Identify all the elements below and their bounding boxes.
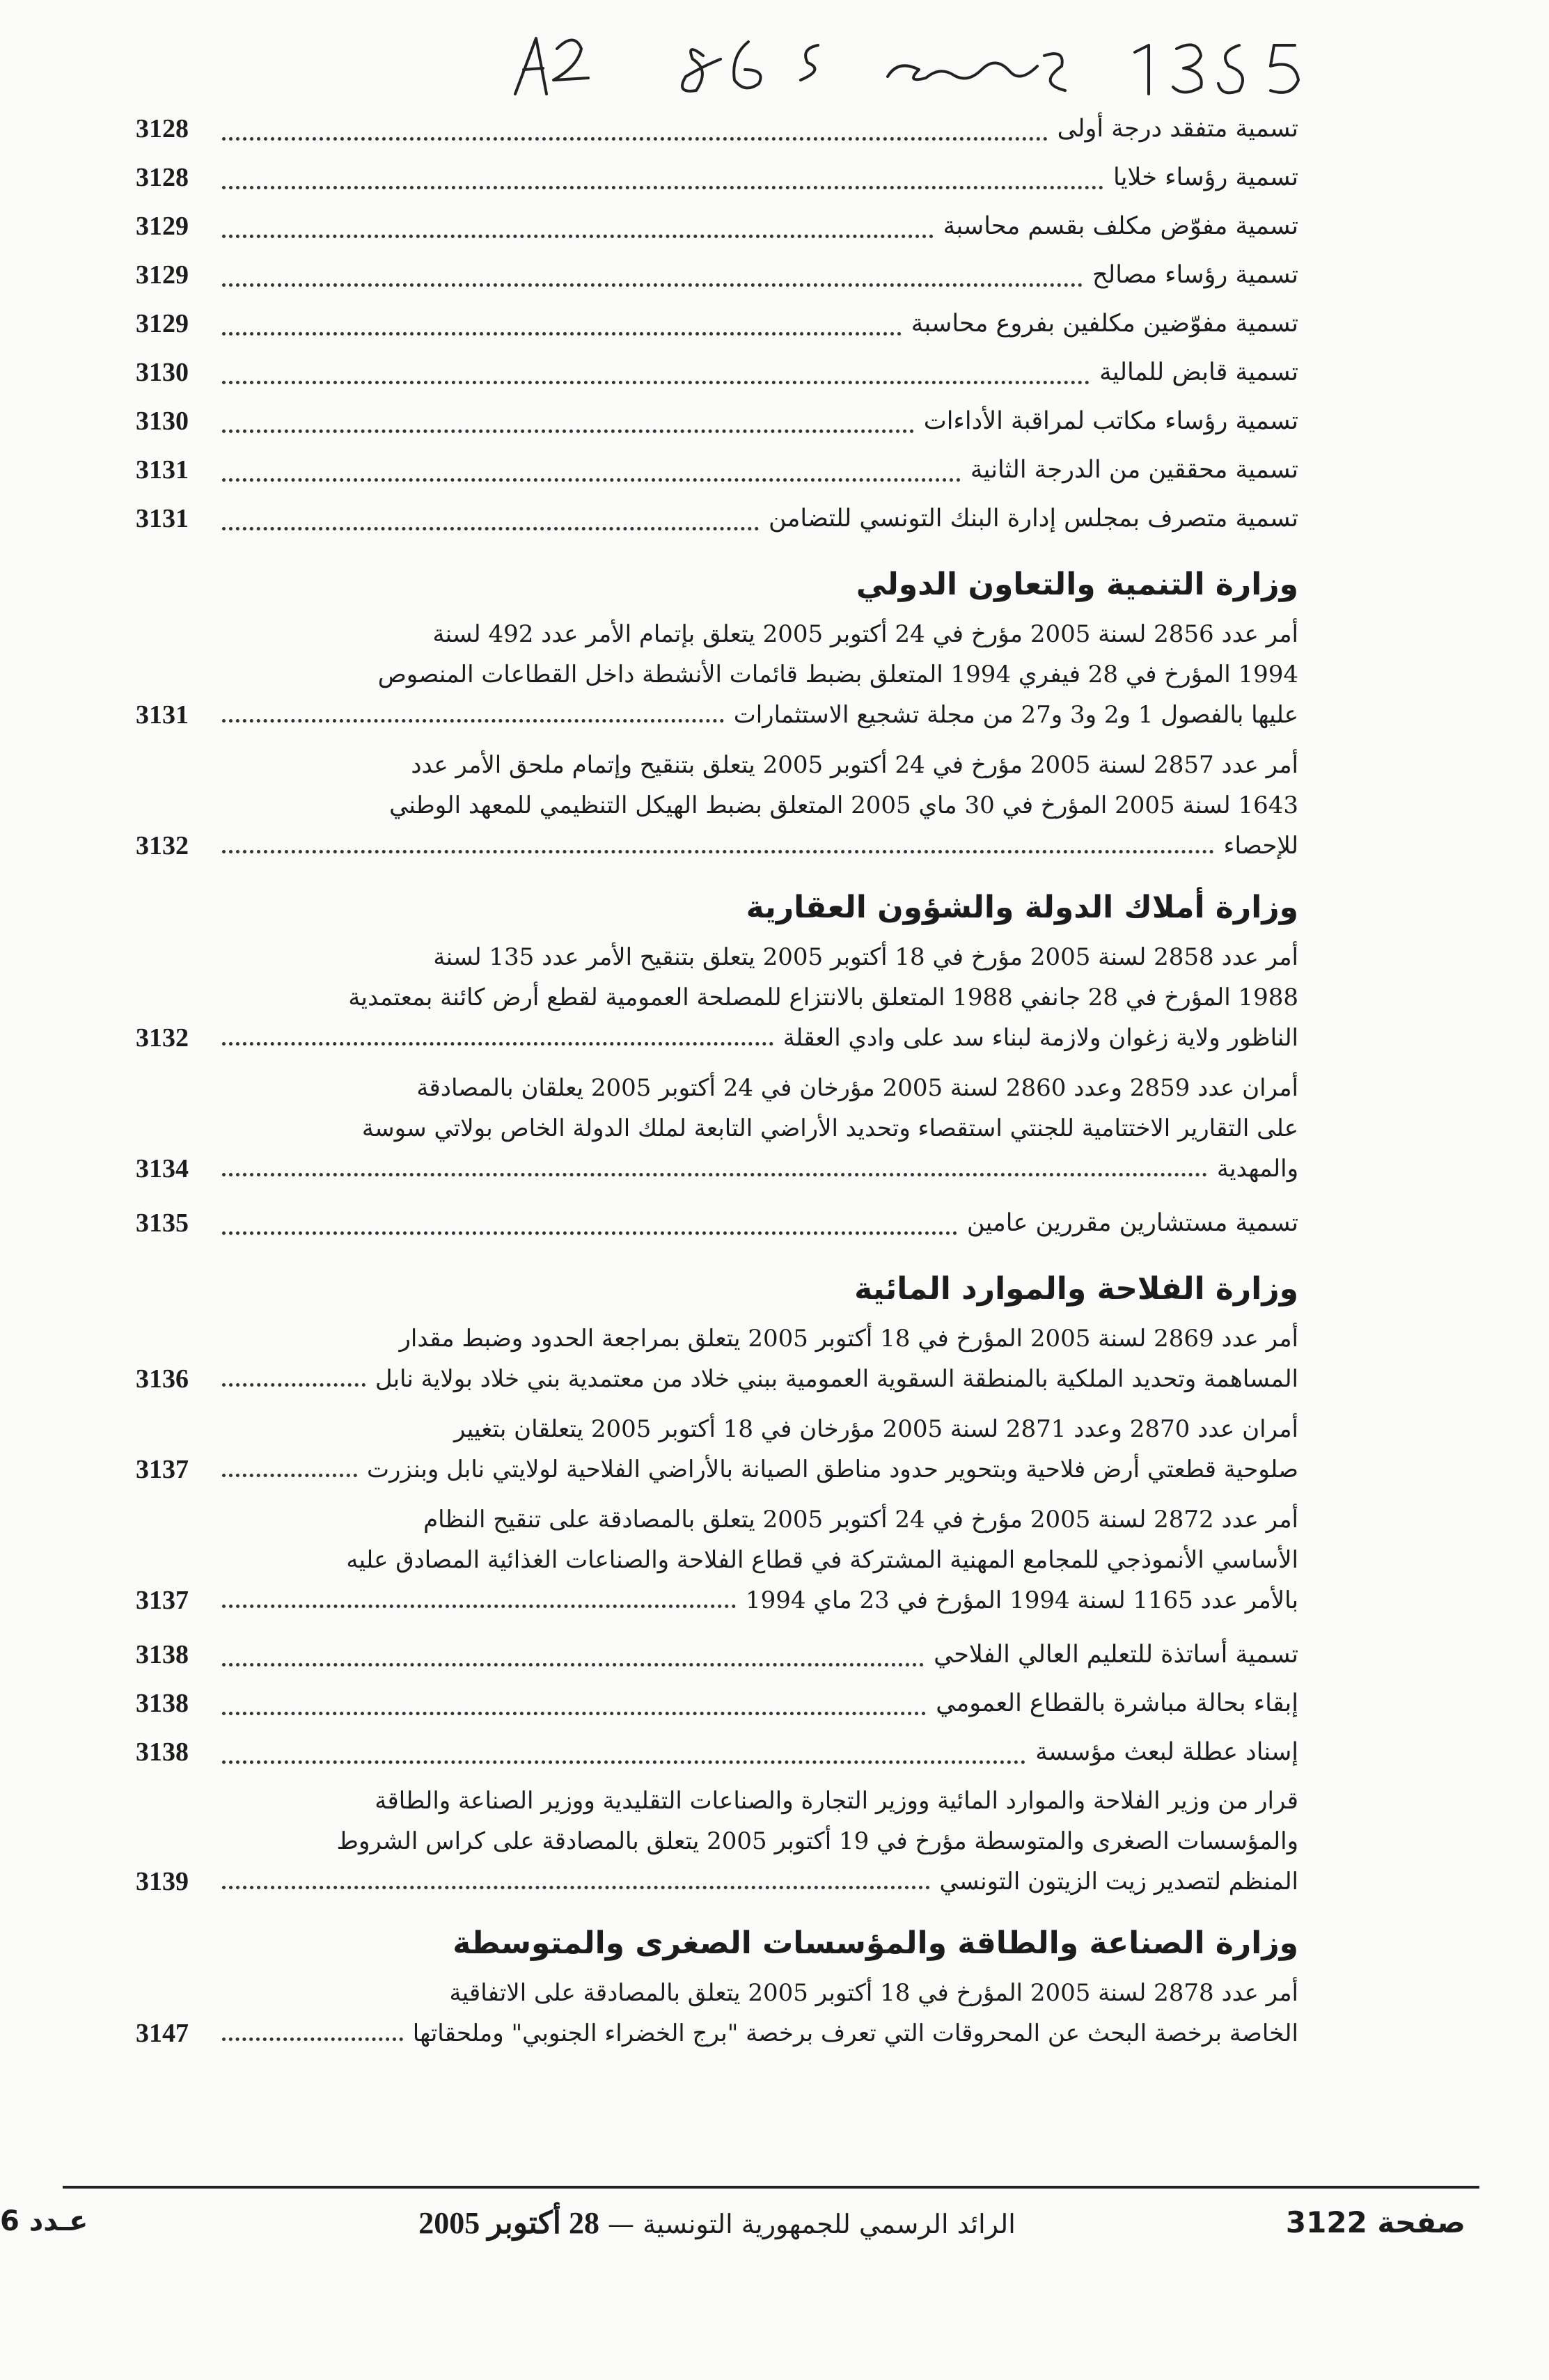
decree-line: أمران عدد 2859 وعدد 2860 لسنة 2005 مؤرخان في 24 أكتوبر 2005 يعلقان بالمصادقة: [416, 1074, 1298, 1102]
decree-last-line: [136, 695, 1298, 735]
toc-decree[interactable]: [136, 1409, 1298, 1490]
toc-decree[interactable]: [136, 1068, 1298, 1189]
page-footer: [0, 2186, 1549, 2241]
toc-entry-title: بالأمر عدد 1165 لسنة 1994 المؤرخ في 23 ماي 1994: [746, 1586, 1298, 1614]
toc-entry-title: تسمية متصرف بمجلس إدارة البنك التونسي للتضامن: [769, 505, 1298, 533]
handwritten-annotation: [0, 0, 1549, 104]
toc-page-number: 3129: [136, 309, 189, 338]
leader-dots: [222, 429, 914, 433]
decree-line: 1994 المؤرخ في 28 فيفري 1994 المتعلق بضبط قائمات الأنشطة داخل القطاعات المنصوص: [377, 661, 1298, 688]
toc-entry[interactable]: [136, 397, 1298, 446]
decree-line: 1988 المؤرخ في 28 جانفي 1988 المتعلق بالانتزاع للمصلحة العمومية لقطع أرض كائنة بمعتمدية: [348, 984, 1298, 1011]
decree-line: أمر عدد 2878 لسنة 2005 المؤرخ في 18 أكتوبر 2005 يتعلق بالمصادقة على الاتفاقية: [449, 1979, 1298, 2007]
footer-rule: [63, 2186, 1479, 2189]
toc-entry-title: تسمية مفوّض مكلف بقسم محاسبة: [943, 212, 1298, 240]
toc-entry-title: للإحصاء: [1223, 832, 1298, 860]
toc-decree[interactable]: [136, 1499, 1298, 1621]
section-heading: وزارة الفلاحة والموارد المائية: [854, 1271, 1298, 1307]
toc-decree[interactable]: [136, 1318, 1298, 1399]
toc-decree[interactable]: [136, 614, 1298, 735]
toc-entry-title: تسمية محققين من الدرجة الثانية: [970, 456, 1298, 484]
toc-entry[interactable]: [136, 153, 1298, 202]
toc-entry-title: المساهمة وتحديد الملكية بالمنطقة السقوية العمومية ببني خلاد من معتمدية بني خلاد بولاية نابل: [375, 1365, 1298, 1393]
leader-dots: [222, 719, 724, 723]
toc-page-number: 3128: [136, 114, 189, 143]
decree-line: أمر عدد 2857 لسنة 2005 مؤرخ في 24 أكتوبر 2005 يتعلق بتنقيح وإتمام ملحق الأمر عدد: [411, 751, 1298, 779]
footer-journal: الرائد الرسمي للجمهورية التونسية —: [608, 2209, 1016, 2239]
toc-decree[interactable]: [136, 1781, 1298, 1902]
decree-last-line: [136, 1018, 1298, 1058]
toc-entry[interactable]: [136, 202, 1298, 251]
leader-dots: [222, 1760, 1025, 1764]
leader-dots: [222, 283, 1083, 287]
leader-dots: [222, 1712, 926, 1715]
decree-last-line: [136, 1359, 1298, 1399]
toc-entry[interactable]: [136, 494, 1298, 543]
toc-decree[interactable]: [136, 745, 1298, 866]
decree-line: أمران عدد 2870 وعدد 2871 لسنة 2005 مؤرخان في 18 أكتوبر 2005 يتعلقان بتغيير: [453, 1415, 1298, 1443]
section-heading: وزارة الصناعة والطاقة والمؤسسات الصغرى والمتوسطة: [453, 1925, 1298, 1961]
toc-entry-title: الناظور ولاية زغوان ولازمة لبناء سد على وادي العقلة: [783, 1024, 1298, 1052]
decree-last-line: [136, 1861, 1298, 1902]
decree-last-line: [136, 2013, 1298, 2054]
toc-entry-title: عليها بالفصول 1 و2 و3 و27 من مجلة تشجيع الاستثمارات: [733, 701, 1298, 729]
leader-dots: [222, 1474, 357, 1477]
footer-page-label: صفحة 3122: [1285, 2205, 1465, 2239]
leader-dots: [222, 478, 961, 482]
toc-entry-title: تسمية رؤساء مكاتب لمراقبة الأداءات: [923, 407, 1298, 435]
decree-line: أمر عدد 2856 لسنة 2005 مؤرخ في 24 أكتوبر 2005 يتعلق بإتمام الأمر عدد 492 لسنة: [432, 620, 1298, 648]
toc-entry[interactable]: [136, 446, 1298, 494]
toc-entry[interactable]: [136, 104, 1298, 153]
toc-entry-title: تسمية مفوّضين مكلفين بفروع محاسبة: [911, 310, 1298, 338]
toc-page-number: 3138: [136, 1689, 189, 1718]
toc-page-number: 3138: [136, 1640, 189, 1669]
toc-entry[interactable]: [136, 1679, 1298, 1728]
toc-entry[interactable]: [136, 1728, 1298, 1776]
decree-line: 1643 لسنة 2005 المؤرخ في 30 ماي 2005 المتعلق بضبط الهيكل التنظيمي للمعهد الوطني: [389, 791, 1298, 819]
toc-page-number: 3128: [136, 163, 189, 192]
toc-page-number: 3131: [136, 700, 189, 730]
leader-dots: [222, 1605, 736, 1608]
toc-page-number: 3138: [136, 1737, 189, 1767]
decree-line: على التقارير الاختتامية للجنتي استقصاء وتحديد الأراضي التابعة لملك الدولة الخاص بولاتي سوسة: [361, 1114, 1298, 1142]
section-heading: وزارة التنمية والتعاون الدولي: [856, 567, 1298, 602]
decree-line: أمر عدد 2872 لسنة 2005 مؤرخ في 24 أكتوبر 2005 يتعلق بالمصادقة على تنقيح النظام: [423, 1506, 1298, 1534]
leader-dots: [222, 2038, 403, 2041]
toc-entry-title: والمهدية: [1216, 1155, 1298, 1183]
toc-page-number: 3130: [136, 358, 189, 387]
decree-line: أمر عدد 2858 لسنة 2005 مؤرخ في 18 أكتوبر 2005 يتعلق بتنقيح الأمر عدد 135 لسنة: [433, 943, 1298, 971]
toc-decree[interactable]: [136, 1973, 1298, 2054]
toc-entry-title: الخاصة برخصة البحث عن المحروقات التي تعرف برخصة "برج الخضراء الجنوبي" وملحقاتها: [412, 2019, 1298, 2047]
toc-entry-title: تسمية مستشارين مقررين عامين: [966, 1209, 1298, 1237]
toc-entry[interactable]: [136, 348, 1298, 397]
section-heading: وزارة أملاك الدولة والشؤون العقارية: [746, 890, 1298, 925]
toc-entry-title: تسمية رؤساء خلايا: [1113, 164, 1298, 191]
toc-page-number: 3131: [136, 504, 189, 533]
decree-last-line: [136, 826, 1298, 866]
toc-page-number: 3129: [136, 260, 189, 290]
toc-entry[interactable]: [136, 299, 1298, 348]
leader-dots: [222, 527, 759, 530]
decree-line: الأساسي الأنموذجي للمجامع المهنية المشتركة في قطاع الفلاحة والصناعات الغذائية المصادق عليه: [346, 1546, 1298, 1574]
toc-page-number: 3135: [136, 1208, 189, 1238]
decree-last-line: [136, 1149, 1298, 1189]
toc-page-number: 3147: [136, 2019, 189, 2048]
toc-entry-title: تسمية متفقد درجة أولى: [1057, 115, 1298, 143]
toc-entry[interactable]: [136, 251, 1298, 299]
toc-entry-title: إبقاء بحالة مباشرة بالقطاع العمومي: [936, 1689, 1298, 1717]
leader-dots: [222, 235, 934, 238]
handwritten-note-drawing: [508, 28, 1378, 104]
decree-last-line: [136, 1449, 1298, 1490]
toc-page-number: 3137: [136, 1586, 189, 1615]
decree-line: أمر عدد 2869 لسنة 2005 المؤرخ في 18 أكتوبر 2005 يتعلق بمراجعة الحدود وضبط مقدار: [399, 1325, 1298, 1353]
toc-decree[interactable]: [136, 937, 1298, 1058]
decree-last-line: [136, 1580, 1298, 1621]
leader-dots: [222, 1383, 365, 1387]
toc-entry-title: إسناد عطلة لبعث مؤسسة: [1035, 1738, 1298, 1766]
toc-page-number: 3132: [136, 831, 189, 860]
toc-page-number: 3137: [136, 1455, 189, 1484]
footer-issue: عـدد 6: [0, 2205, 88, 2237]
leader-dots: [222, 332, 902, 336]
leader-dots: [222, 186, 1103, 189]
leader-dots: [222, 381, 1090, 384]
toc-page-number: 3134: [136, 1154, 189, 1183]
footer-journal-title: [404, 2205, 1030, 2241]
toc-entry-title: تسمية رؤساء مصالح: [1092, 261, 1298, 289]
toc-entry-title: المنظم لتصدير زيت الزيتون التونسي: [939, 1868, 1298, 1896]
leader-dots: [222, 1173, 1207, 1176]
toc-entry[interactable]: [136, 1630, 1298, 1679]
toc-page-number: 3136: [136, 1364, 189, 1394]
table-of-contents: [136, 104, 1298, 2063]
toc-page-number: 3132: [136, 1023, 189, 1053]
decree-line: قرار من وزير الفلاحة والموارد المائية ووزير التجارة والصناعات التقليدية ووزير الصناعة والطاقة: [375, 1787, 1298, 1815]
toc-page-number: 3129: [136, 212, 189, 241]
footer-date: 28 أكتوبر 2005: [418, 2206, 599, 2240]
leader-dots: [222, 1042, 773, 1046]
leader-dots: [222, 137, 1048, 141]
leader-dots: [222, 850, 1214, 853]
leader-dots: [222, 1231, 957, 1235]
decree-line: والمؤسسات الصغرى والمتوسطة مؤرخ في 19 أكتوبر 2005 يتعلق بالمصادقة على كراس الشروط: [336, 1827, 1298, 1855]
toc-entry-title: تسمية أساتذة للتعليم العالي الفلاحي: [934, 1641, 1298, 1669]
toc-entry-title: تسمية قابض للمالية: [1099, 358, 1298, 386]
toc-entry-title: صلوحية قطعتي أرض فلاحية وبتحوير حدود مناطق الصيانة بالأراضي الفلاحية لولايتي نابل وبنزرت: [366, 1456, 1298, 1483]
toc-page-number: 3130: [136, 407, 189, 436]
leader-dots: [222, 1886, 930, 1889]
toc-page-number: 3139: [136, 1867, 189, 1896]
leader-dots: [222, 1663, 924, 1666]
toc-entry[interactable]: [136, 1199, 1298, 1247]
toc-page-number: 3131: [136, 455, 189, 484]
